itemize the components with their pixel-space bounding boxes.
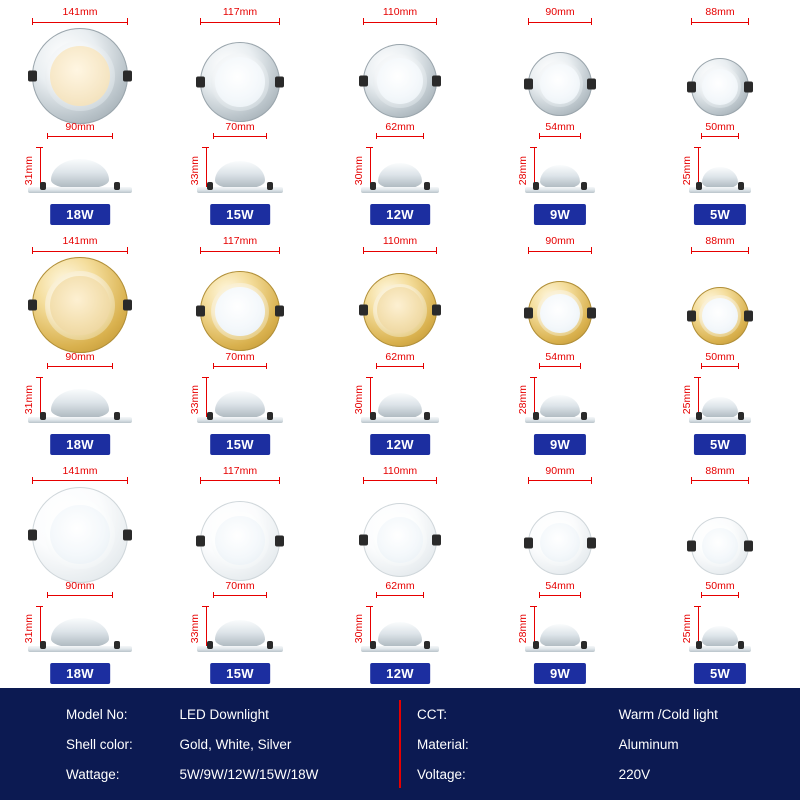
wattage-badge: 9W [534,663,586,684]
product-cell[interactable] [320,459,480,688]
section-profile [361,616,439,652]
downlight-face [200,501,280,581]
spring-clip-icon [581,412,587,420]
face-view [320,4,480,132]
dimension-cutout-diameter [47,351,113,369]
spec-key: Material: [417,736,469,752]
product-cell[interactable] [320,229,480,458]
dimension-cutout-diameter [213,121,267,139]
dimension-label: 110mm [382,235,418,248]
dimension-cutout-diameter [376,121,424,139]
spring-clip-icon [28,529,37,540]
dimension-label: 88mm [705,464,735,477]
spring-clip-icon [744,311,753,322]
dimension-label: 25mm [681,155,693,185]
dimension-label: 50mm [705,350,735,363]
dimension-cutout-diameter [376,580,424,598]
side-view [480,580,640,654]
spring-clip-icon [114,412,120,420]
spring-clip-icon [524,79,533,90]
product-cell[interactable] [480,459,640,688]
spec-key: CCT: [417,706,447,722]
dimension-cutout-diameter [376,351,424,369]
dimension-cutout-diameter [539,351,581,369]
product-cell[interactable] [480,0,640,229]
side-view [320,351,480,425]
wattage-badge: 5W [694,204,746,225]
face-view [480,4,640,132]
face-view [320,463,480,591]
dimension-cutout-diameter [701,580,739,598]
spring-clip-icon [687,82,696,93]
dimension-label: 70mm [225,579,255,592]
wattage-badge: 5W [694,663,746,684]
downlight-face [363,273,437,347]
downlight-face [528,511,592,575]
dimension-label: 50mm [705,579,735,592]
spring-clip-icon [581,182,587,190]
spring-clip-icon [432,305,441,316]
dimension-label: 90mm [65,121,95,134]
section-profile [525,389,595,423]
dimension-face-diameter [200,465,280,484]
dimension-label: 110mm [382,464,418,477]
spring-clip-icon [359,76,368,87]
dimension-label: 62mm [385,121,415,134]
wattage-badge: 9W [534,204,586,225]
dimension-label: 54mm [545,579,575,592]
wattage-badge: 15W [210,663,270,684]
dimension-label: 28mm [517,385,529,415]
spring-clip-icon [533,641,539,649]
wattage-badge: 12W [370,434,430,455]
spring-clip-icon [581,641,587,649]
product-cell[interactable] [0,0,160,229]
downlight-face [32,28,128,124]
section-profile [28,612,132,652]
dimension-face-diameter [363,6,437,25]
spring-clip-icon [123,71,132,82]
spec-row [401,759,800,789]
downlight-face [528,281,592,345]
wattage-badge: 15W [210,204,270,225]
product-row-gold [0,229,800,458]
spring-clip-icon [587,79,596,90]
spring-clip-icon [123,300,132,311]
section-profile [525,618,595,652]
spring-clip-icon [744,82,753,93]
spring-clip-icon [28,300,37,311]
dimension-face-diameter [528,6,592,25]
section-profile [28,383,132,423]
spring-clip-icon [738,641,744,649]
product-cell[interactable] [160,0,320,229]
spring-clip-icon [207,641,213,649]
section-profile [197,385,283,423]
spec-value: LED Downlight [179,706,269,722]
dimension-face-diameter [691,235,749,254]
downlight-face [363,503,437,577]
dimension-cutout-diameter [701,121,739,139]
spec-key: Wattage: [66,766,120,782]
side-view [0,351,160,425]
spring-clip-icon [40,641,46,649]
section-profile [689,620,751,652]
dimension-label: 110mm [382,6,418,18]
spec-column-left [0,688,399,800]
side-view [0,580,160,654]
spring-clip-icon [696,641,702,649]
spring-clip-icon [687,311,696,322]
dimension-label: 141mm [62,235,98,248]
dimension-face-diameter [528,235,592,254]
side-view [640,580,800,654]
spec-row [0,729,399,759]
spring-clip-icon [687,540,696,551]
dimension-label: 31mm [23,385,35,415]
product-cell[interactable] [0,459,160,688]
dimension-cutout-diameter [701,351,739,369]
spec-key: Voltage: [417,766,466,782]
spring-clip-icon [114,182,120,190]
product-cell[interactable] [640,459,800,688]
wattage-badge: 15W [210,434,270,455]
dimension-cutout-diameter [213,580,267,598]
dimension-label: 141mm [62,6,98,18]
dimension-face-diameter [528,465,592,484]
spring-clip-icon [123,529,132,540]
spring-clip-icon [40,182,46,190]
dimension-label: 54mm [545,121,575,134]
spring-clip-icon [370,182,376,190]
side-view [0,121,160,195]
dimension-label: 117mm [222,464,258,477]
dimension-label: 90mm [545,6,575,18]
dimension-label: 90mm [65,579,95,592]
spec-value: Warm /Cold light [618,706,718,722]
spring-clip-icon [424,641,430,649]
spring-clip-icon [207,412,213,420]
section-profile [689,391,751,423]
spring-clip-icon [738,412,744,420]
product-cell[interactable] [640,0,800,229]
section-profile [361,157,439,193]
spring-clip-icon [28,71,37,82]
dimension-face-diameter [200,6,280,25]
product-cell[interactable] [480,229,640,458]
face-view [0,4,160,132]
spring-clip-icon [432,534,441,545]
side-view [480,121,640,195]
spring-clip-icon [196,77,205,88]
section-profile [361,387,439,423]
section-profile [28,153,132,193]
spring-clip-icon [696,182,702,190]
section-profile [689,161,751,193]
product-cell[interactable] [640,229,800,458]
dimension-cutout-diameter [47,580,113,598]
dimension-label: 62mm [385,579,415,592]
side-view [160,351,320,425]
wattage-badge: 18W [50,663,110,684]
dimension-face-diameter [32,465,128,484]
spring-clip-icon [533,182,539,190]
dimension-label: 25mm [681,614,693,644]
spec-value: Gold, White, Silver [179,736,292,752]
side-view [480,351,640,425]
product-row-silver [0,0,800,229]
wattage-badge: 5W [694,434,746,455]
dimension-label: 90mm [65,350,95,363]
dimension-face-diameter [32,235,128,254]
specification-panel [0,688,800,800]
dimension-label: 54mm [545,350,575,363]
dimension-label: 117mm [222,235,258,248]
product-cell[interactable] [0,229,160,458]
face-view [160,233,320,361]
dimension-label: 31mm [23,614,35,644]
downlight-face [200,42,280,122]
section-profile [197,155,283,193]
dimension-face-diameter [200,235,280,254]
dimension-face-diameter [363,465,437,484]
spring-clip-icon [738,182,744,190]
dimension-cutout-diameter [539,580,581,598]
spec-key: Model No: [66,706,128,722]
face-view [480,233,640,361]
dimension-cutout-diameter [539,121,581,139]
dimension-label: 33mm [189,385,201,415]
downlight-face [691,58,749,116]
side-view [320,580,480,654]
dimension-face-diameter [691,6,749,25]
spec-value: 220V [618,766,651,782]
spring-clip-icon [370,412,376,420]
dimension-label: 62mm [385,350,415,363]
dimension-label: 90mm [545,235,575,248]
face-view [160,463,320,591]
wattage-badge: 18W [50,434,110,455]
spring-clip-icon [424,412,430,420]
spring-clip-icon [275,535,284,546]
dimension-label: 90mm [545,464,575,477]
dimension-label: 141mm [62,464,98,477]
spring-clip-icon [696,412,702,420]
dimension-label: 28mm [517,614,529,644]
spring-clip-icon [370,641,376,649]
spring-clip-icon [587,308,596,319]
spring-clip-icon [275,77,284,88]
dimension-cutout-diameter [47,121,113,139]
side-view [320,121,480,195]
dimension-label: 28mm [517,155,529,185]
face-view [320,233,480,361]
spec-value: 5W/9W/12W/15W/18W [179,766,319,782]
spec-row [0,699,399,729]
spring-clip-icon [744,540,753,551]
spring-clip-icon [196,306,205,317]
spring-clip-icon [432,76,441,87]
downlight-face [691,287,749,345]
spring-clip-icon [267,182,273,190]
section-profile [197,614,283,652]
downlight-face [200,271,280,351]
spec-row [0,759,399,789]
dimension-label: 33mm [189,155,201,185]
dimension-label: 70mm [225,350,255,363]
dimension-label: 25mm [681,385,693,415]
downlight-face [32,487,128,583]
dimension-label: 30mm [353,614,365,644]
spring-clip-icon [207,182,213,190]
dimension-face-diameter [363,235,437,254]
spring-clip-icon [196,535,205,546]
side-view [160,580,320,654]
spring-clip-icon [359,534,368,545]
dimension-face-diameter [691,465,749,484]
spring-clip-icon [275,306,284,317]
dimension-label: 33mm [189,614,201,644]
face-view [640,233,800,361]
face-view [480,463,640,591]
product-cell[interactable] [320,0,480,229]
spring-clip-icon [114,641,120,649]
side-view [160,121,320,195]
product-row-white [0,459,800,688]
dimension-cutout-diameter [213,351,267,369]
spec-value: Aluminum [618,736,679,752]
dimension-face-diameter [32,6,128,25]
wattage-badge: 18W [50,204,110,225]
dimension-label: 31mm [23,155,35,185]
side-view [640,121,800,195]
spring-clip-icon [524,308,533,319]
spring-clip-icon [587,537,596,548]
spring-clip-icon [424,182,430,190]
section-profile [525,159,595,193]
dimension-label: 30mm [353,385,365,415]
spec-key: Shell color: [66,736,133,752]
side-view [640,351,800,425]
wattage-badge: 12W [370,204,430,225]
dimension-label: 30mm [353,155,365,185]
spring-clip-icon [267,412,273,420]
spring-clip-icon [524,537,533,548]
dimension-label: 117mm [222,6,258,18]
face-view [640,463,800,591]
wattage-badge: 12W [370,663,430,684]
product-cell[interactable] [160,229,320,458]
downlight-face [691,517,749,575]
spec-row [401,729,800,759]
spring-clip-icon [359,305,368,316]
face-view [0,233,160,361]
downlight-face [363,44,437,118]
spec-row [401,699,800,729]
spring-clip-icon [267,641,273,649]
dimension-label: 88mm [705,6,735,18]
dimension-label: 88mm [705,235,735,248]
face-view [640,4,800,132]
face-view [0,463,160,591]
spec-column-right [401,688,800,800]
dimension-label: 50mm [705,121,735,134]
downlight-face [32,257,128,353]
downlight-face [528,52,592,116]
spring-clip-icon [40,412,46,420]
dimension-label: 70mm [225,121,255,134]
wattage-badge: 9W [534,434,586,455]
face-view [160,4,320,132]
product-cell[interactable] [160,459,320,688]
spring-clip-icon [533,412,539,420]
